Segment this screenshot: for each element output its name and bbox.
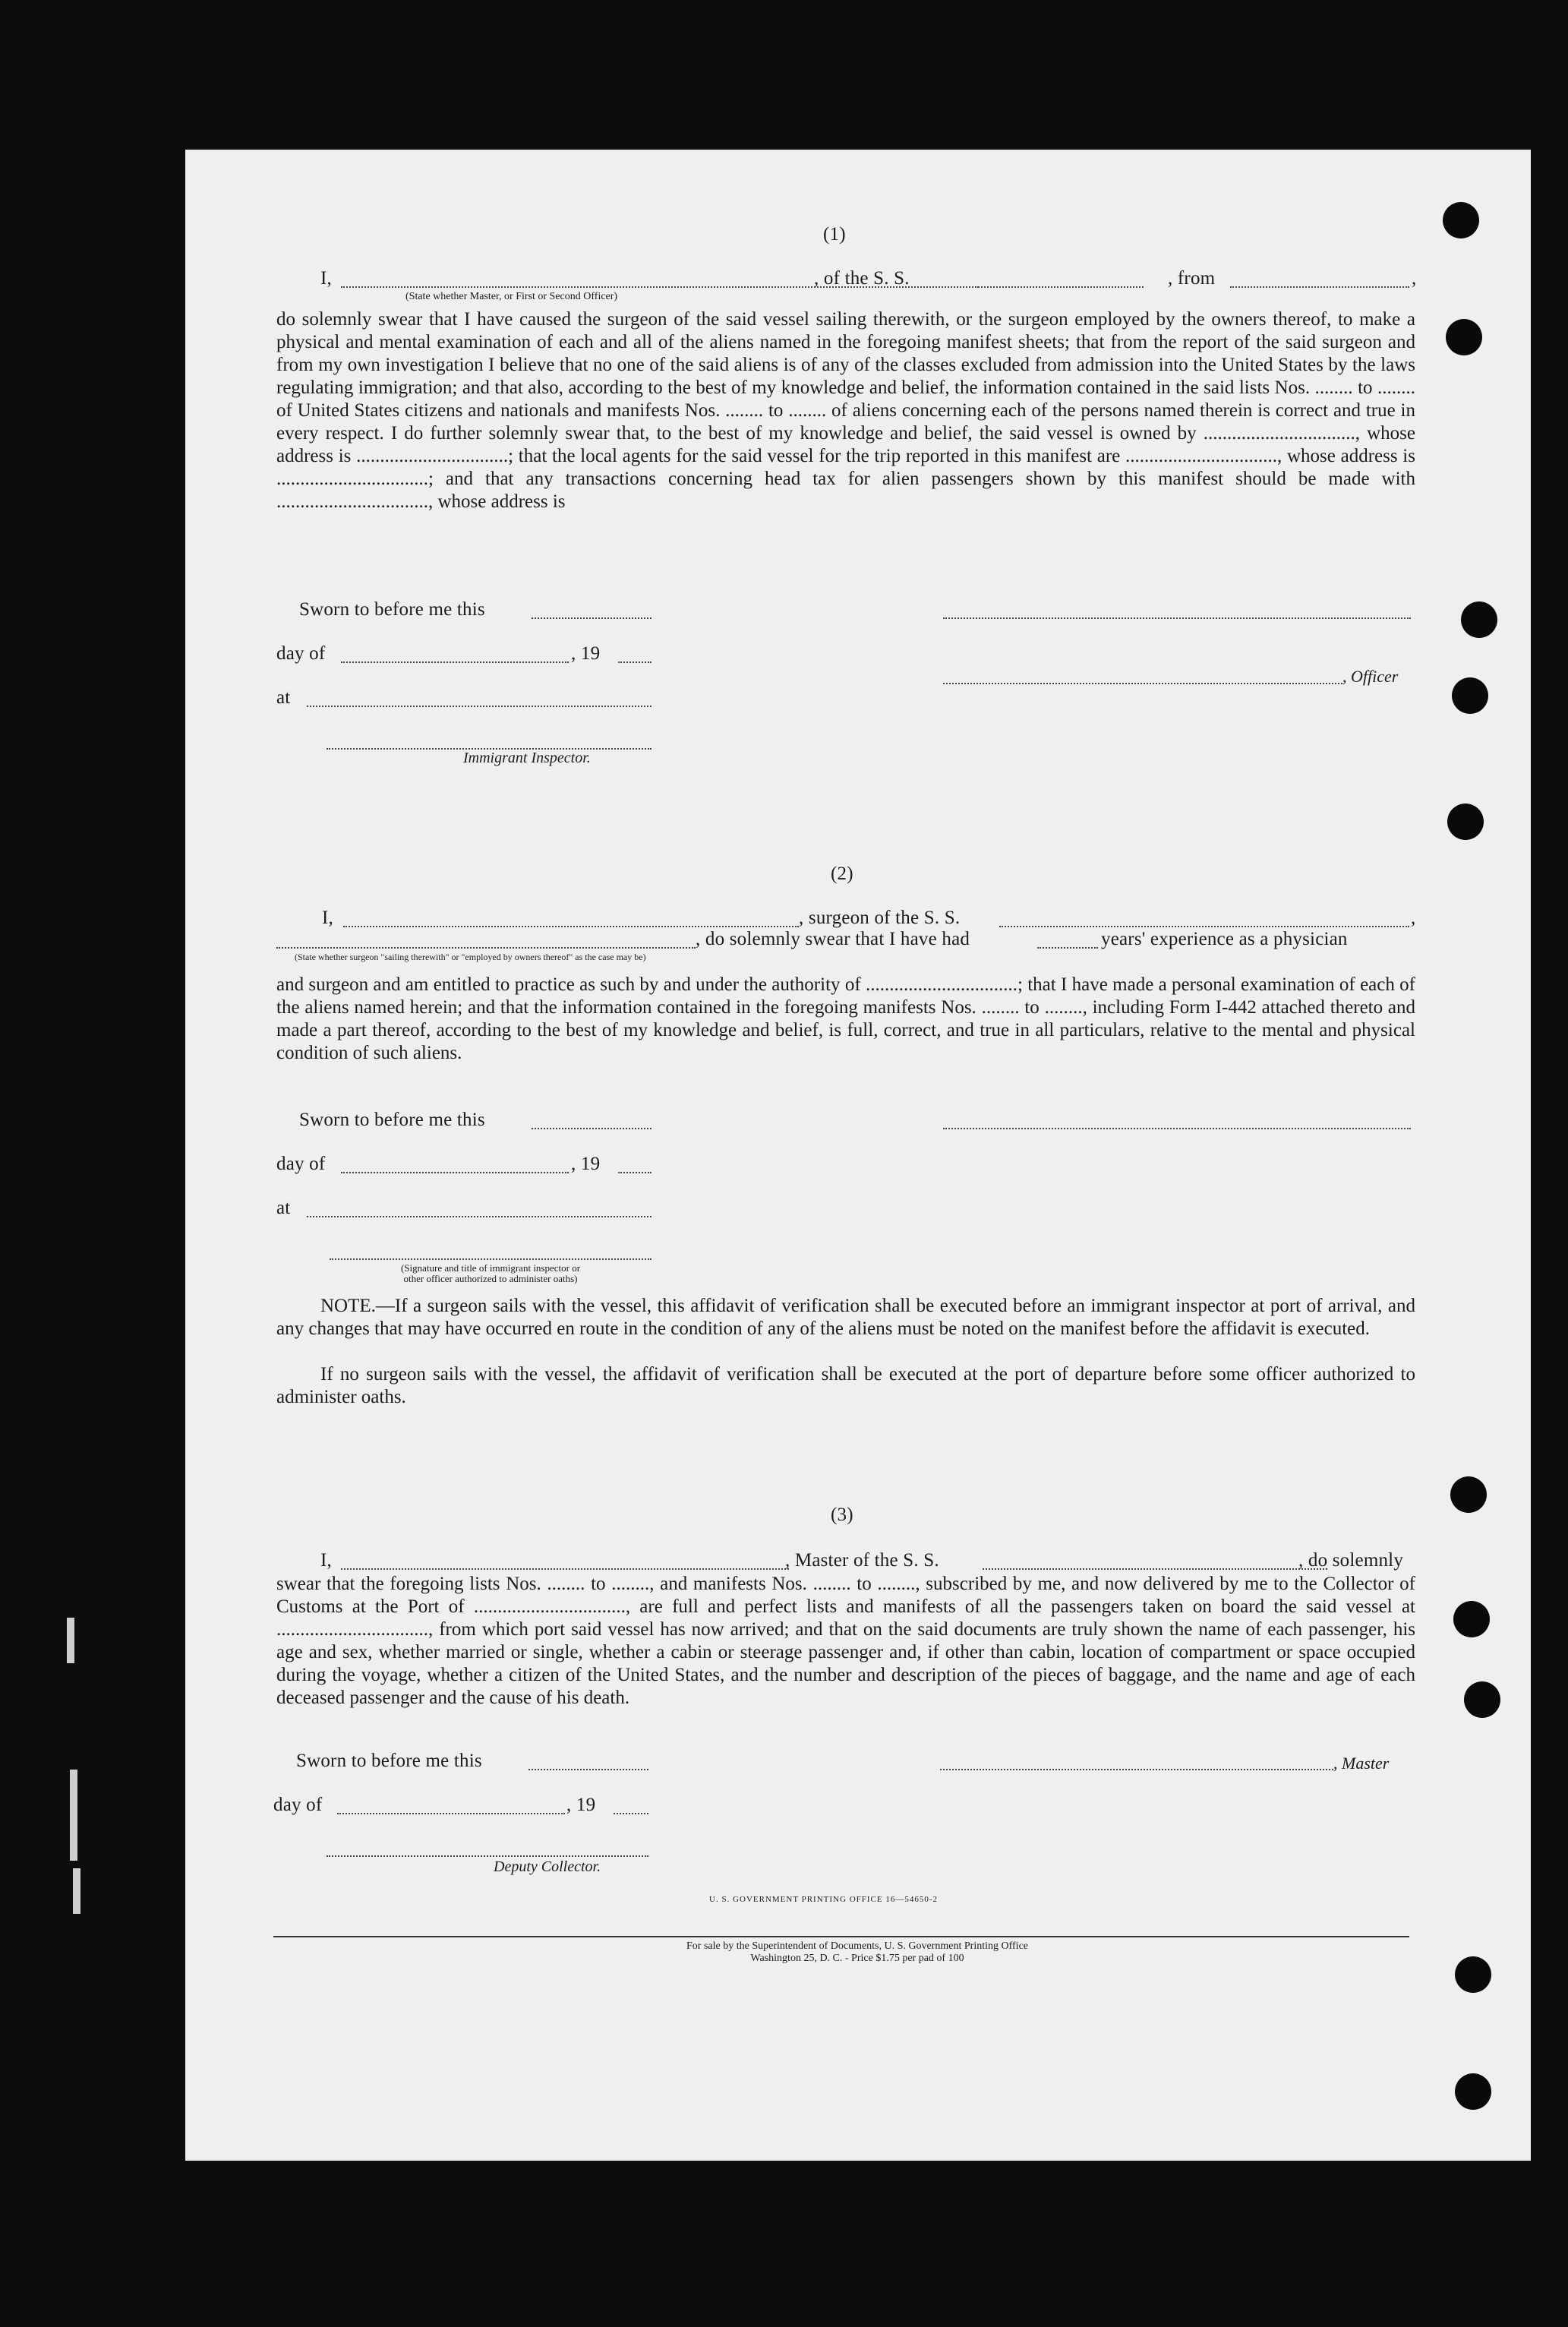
signature-caption-2: other officer authorized to administer oaths) [403,1273,578,1284]
punch-hole [1452,677,1488,714]
do-swear-label-3: , do solemnly [1298,1550,1404,1571]
do-swear-label-2: , do solemnly swear that I have had [696,929,970,949]
day-line-1[interactable] [341,661,569,663]
officer-signature-line[interactable] [943,617,1411,619]
at-label-1: at [276,687,291,708]
day-line-2[interactable] [341,1172,569,1173]
section-2-oath-paragraph: and surgeon and am entitled to practice as such by and under the authority of ................................; that I have made a personal examination of each of the aliens named herein; and that the information contained in the foregoing manifests Nos. ........ to ........, including Form I-442 attached thereto and made a part thereof, according to the best of my knowledge and belief, is full, correct, and true in all particulars, relative to the mental and physical condition of such aliens. [276,974,1415,1063]
punch-hole [1461,601,1497,638]
master-label: , Master [1333,1754,1390,1773]
punch-hole [1450,1476,1487,1513]
footer-rule [273,1936,1409,1937]
master-signature-line[interactable] [940,1769,1333,1770]
comma-2: , [1411,908,1416,928]
surgeon-signature-line[interactable] [943,1128,1411,1129]
surgeon-status-caption: (State whether surgeon "sailing therewith" or "employed by owners thereof" as the case may be) [295,952,646,962]
officer-rank-caption: (State whether Master, or First or Second Officer) [405,291,618,302]
sworn-label-1: Sworn to before me this [299,599,485,620]
punch-hole [1453,1601,1490,1637]
section-1-number: (1) [823,224,846,245]
section-2-i-label: I, [322,908,333,928]
punch-hole [1455,1956,1491,1993]
note-paragraph-2: If no surgeon sails with the vessel, the affidavit of verification shall be executed at the port of departure before some officer authorized to administer oaths. [276,1364,1415,1407]
surgeon-status-line[interactable] [276,947,696,949]
deputy-signature-line[interactable] [327,1855,648,1857]
administering-officer-line[interactable] [330,1258,651,1260]
edge-mark [67,1618,74,1663]
year-label-2: , 19 [571,1154,601,1174]
punch-hole [1464,1681,1500,1718]
day-line-3[interactable] [337,1813,565,1814]
edge-mark [70,1770,77,1861]
at-label-2: at [276,1198,291,1218]
master-of-label: , Master of the S. S. [785,1550,939,1571]
surgeon-vessel-line[interactable] [999,926,1409,927]
year-line-3[interactable] [614,1813,648,1814]
note-paragraph: NOTE.—If a surgeon sails with the vessel, this affidavit of verification shall be executed before an immigrant inspector at port of arrival, and any changes that may have occurred en route in the condition of any of the aliens must be noted on the manifest before the affidavit is executed. [276,1296,1415,1339]
officer-title-line[interactable] [943,683,1342,684]
sworn-label-2: Sworn to before me this [299,1110,485,1130]
comma: , [1412,268,1417,289]
punch-hole [1447,804,1484,840]
sworn-date-line-1[interactable] [532,617,651,619]
section-3-oath-paragraph: swear that the foregoing lists Nos. ........ to ........, and manifests Nos. ........ to ........, subscribed by me, and now delivered by me to the Collector of Customs at the Port of ................................, are full and perfect lists and manifests of all the passengers taken on board the said vessel at ................................, from which port said vessel has now arrived; and that on the said documents are truly shown the name of each passenger, his age and sex, whether married or single, whether a cabin or steerage passenger and, if other than cabin, location of compartment or space occupied during the voyage, whether a citizen of the United States, and the number and description of the pieces of baggage, and the name and age of each deceased passenger and the cause of his death. [276,1574,1415,1708]
master-vessel-line[interactable] [983,1568,1327,1570]
section-2-number: (2) [831,864,853,884]
at-line-1[interactable] [307,706,651,707]
years-label: years' experience as a physician [1101,929,1348,949]
years-line[interactable] [1037,947,1098,949]
master-name-line[interactable] [341,1568,789,1570]
day-of-label-1: day of [276,643,326,664]
day-of-label-3: day of [273,1795,323,1815]
sale-line-2: Washington 25, D. C. - Price $1.75 per pad of 100 [750,1953,964,1964]
vessel-name-line[interactable] [923,286,1144,288]
section-1-i-label: I, [320,268,332,289]
sworn-label-3: Sworn to before me this [296,1751,482,1771]
punch-hole [1446,319,1482,355]
deputy-collector-label: Deputy Collector. [494,1858,601,1875]
section-3-number: (3) [831,1504,853,1525]
day-of-label-2: day of [276,1154,326,1174]
sworn-date-line-2[interactable] [532,1128,651,1129]
signature-caption-1: (Signature and title of immigrant inspector or [400,1262,581,1274]
sworn-date-line-3[interactable] [528,1769,648,1770]
punch-hole [1455,2073,1491,2110]
officer-label: , Officer [1342,667,1399,686]
of-ss-label: , of the S. S. [814,268,910,289]
section-3-i-label: I, [320,1550,332,1571]
year-line-1[interactable] [618,661,651,663]
inspector-label: Immigrant Inspector. [463,750,591,766]
surgeon-name-line[interactable] [343,926,799,927]
printing-office-line: U. S. GOVERNMENT PRINTING OFFICE 16—54650-2 [709,1895,939,1904]
from-port-line[interactable] [1230,286,1409,288]
manifest-form-page [185,150,1531,2161]
section-1-oath-paragraph: do solemnly swear that I have caused the surgeon of the said vessel sailing therewith, or the surgeon employed by the owners thereof, to make a physical and mental examination of each and all of the aliens named in the foregoing manifest sheets; that from the report of the said surgeon and from my own investigation I believe that no one of the said aliens is of any of the classes excluded from admission into the United States by the laws regulating immigration; and that also, according to the best of my knowledge and belief, the information contained in the said lists Nos. ........ to ........ of United States citizens and nationals and manifests Nos. ........ to ........ of aliens concerning each of the persons named therein is correct and true in every respect. I do further solemnly swear that, to the best of my knowledge and belief, the said vessel is owned by ................................, whose address is ................................; that the local agents for the said vessel for the trip reported in this manifest are ................................, whose address is ................................; and that any transactions concerning head tax for alien passengers shown by this manifest should be made with ................................, whose address is [276,309,1415,512]
surgeon-of-label: , surgeon of the S. S. [799,908,961,928]
year-line-2[interactable] [618,1172,651,1173]
punch-hole [1443,202,1479,238]
sale-line-1: For sale by the Superintendent of Documents, U. S. Government Printing Office [686,1940,1028,1952]
year-label-3: , 19 [566,1795,596,1815]
from-label: , from [1168,268,1216,289]
at-line-2[interactable] [307,1216,651,1217]
edge-mark [73,1868,80,1914]
year-label-1: , 19 [571,643,601,664]
